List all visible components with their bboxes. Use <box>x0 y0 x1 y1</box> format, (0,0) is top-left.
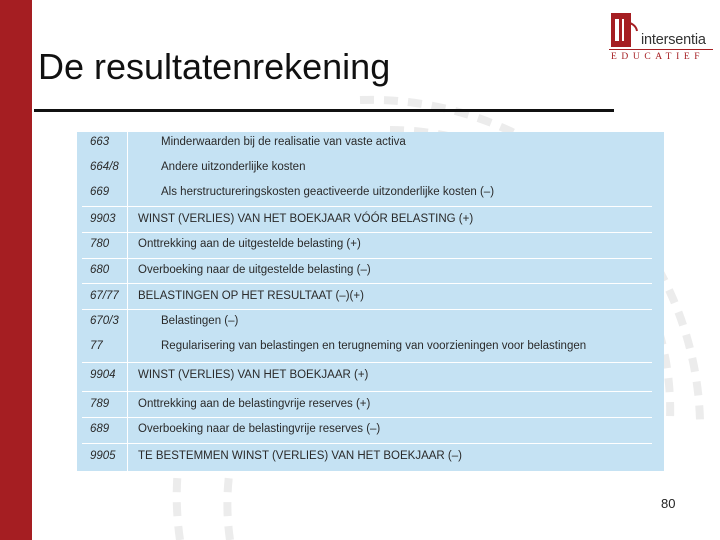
account-code: 680 <box>90 264 110 276</box>
row-divider <box>82 283 652 284</box>
table-row <box>77 264 664 284</box>
table-row <box>77 136 664 156</box>
account-code: 664/8 <box>90 161 119 173</box>
account-label: BELASTINGEN OP HET RESULTAAT (–)(+) <box>138 290 364 302</box>
account-code: 670/3 <box>90 315 119 327</box>
row-divider <box>82 258 652 259</box>
account-code: 789 <box>90 398 110 410</box>
table-row <box>77 369 664 389</box>
table-row <box>77 423 664 443</box>
row-divider <box>82 309 652 310</box>
account-label: Onttrekking aan de uitgestelde belasting (+) <box>138 238 361 250</box>
account-code: 9904 <box>90 369 116 381</box>
account-label: TE BESTEMMEN WINST (VERLIES) VAN HET BOEKJAAR (–) <box>138 450 462 462</box>
publisher-logo <box>609 12 713 62</box>
account-code: 780 <box>90 238 110 250</box>
table-row <box>77 186 664 206</box>
account-label: Regularisering van belastingen en terugneming van voorzieningen voor belastingen <box>161 340 587 352</box>
table-row <box>77 290 664 310</box>
account-code: 669 <box>90 186 110 198</box>
account-code: 67/77 <box>90 290 119 302</box>
logo-tagline: EDUCATIEF <box>611 52 705 62</box>
account-label: WINST (VERLIES) VAN HET BOEKJAAR (+) <box>138 369 369 381</box>
account-label: Minderwaarden bij de realisatie van vaste activa <box>161 136 406 148</box>
income-statement-table <box>77 132 664 471</box>
table-row <box>77 340 664 360</box>
table-row <box>77 398 664 418</box>
account-label: Als herstructureringskosten geactiveerde uitzonderlijke kosten (–) <box>161 186 495 198</box>
row-divider <box>82 443 652 444</box>
page-number: 80 <box>661 496 676 511</box>
table-row <box>77 161 664 181</box>
table-row <box>77 450 664 470</box>
account-label: Andere uitzonderlijke kosten <box>161 161 306 173</box>
table-row <box>77 213 664 233</box>
row-divider <box>82 391 652 392</box>
left-accent-bar <box>0 0 32 540</box>
row-divider <box>82 417 652 418</box>
table-row <box>77 315 664 335</box>
page-title: De resultatenrekening <box>38 46 391 87</box>
account-label: Overboeking naar de belastingvrije reserves (–) <box>138 423 381 435</box>
account-code: 9903 <box>90 213 116 225</box>
logo-mark-icon <box>611 13 639 47</box>
title-underline <box>34 109 614 112</box>
account-label: Onttrekking aan de belastingvrije reserves (+) <box>138 398 371 410</box>
account-label: WINST (VERLIES) VAN HET BOEKJAAR VÓÓR BELASTING (+) <box>138 213 474 225</box>
account-code: 663 <box>90 136 110 148</box>
account-code: 77 <box>90 340 103 352</box>
row-divider <box>82 206 652 207</box>
account-code: 9905 <box>90 450 116 462</box>
row-divider <box>82 362 652 363</box>
account-code: 689 <box>90 423 110 435</box>
account-label: Overboeking naar de uitgestelde belasting (–) <box>138 264 371 276</box>
account-label: Belastingen (–) <box>161 315 239 327</box>
logo-name: intersentia <box>641 32 706 48</box>
row-divider <box>82 232 652 233</box>
logo-divider <box>609 49 713 50</box>
table-row <box>77 238 664 258</box>
